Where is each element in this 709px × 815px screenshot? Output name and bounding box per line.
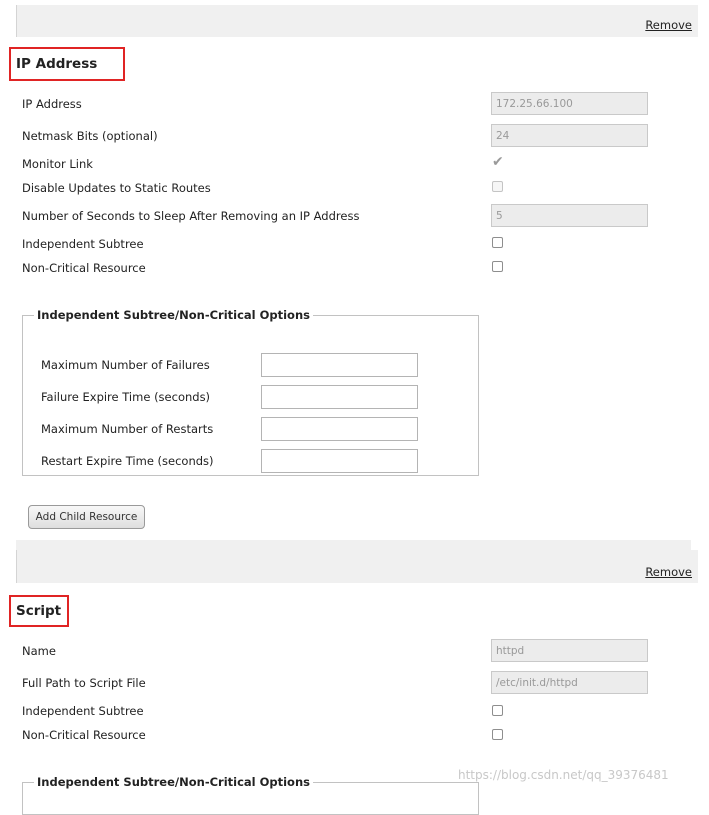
failure-expire-label: Failure Expire Time (seconds) <box>41 390 211 404</box>
script-options-fieldset <box>22 775 479 815</box>
restart-expire-label: Restart Expire Time (seconds) <box>41 454 214 468</box>
disable-updates-checkbox[interactable] <box>492 181 503 192</box>
script-independent-subtree-label: Independent Subtree <box>22 704 144 718</box>
restart-expire-input[interactable] <box>261 449 418 473</box>
script-options-legend: Independent Subtree/Non-Critical Options <box>37 775 310 789</box>
non-critical-label: Non-Critical Resource <box>22 261 146 275</box>
independent-subtree-checkbox[interactable] <box>492 237 503 248</box>
script-name-field[interactable] <box>491 639 648 662</box>
sleep-seconds-field[interactable] <box>491 204 648 227</box>
ip-section-title: IP Address <box>9 47 125 81</box>
add-child-resource-button[interactable]: Add Child Resource <box>28 505 145 529</box>
script-path-field[interactable] <box>491 671 648 694</box>
max-restarts-input[interactable] <box>261 417 418 441</box>
script-resource-header-bar <box>16 550 698 583</box>
ip-options-legend: Independent Subtree/Non-Critical Options <box>37 308 310 322</box>
monitor-link-checkbox[interactable]: ✔ <box>492 154 504 170</box>
failure-expire-input[interactable] <box>261 385 418 409</box>
ip-options-fieldset <box>22 308 479 476</box>
script-independent-subtree-checkbox[interactable] <box>492 705 503 716</box>
max-failures-input[interactable] <box>261 353 418 377</box>
sleep-seconds-label: Number of Seconds to Sleep After Removing an IP Address <box>22 209 360 223</box>
script-remove-link[interactable]: Remove <box>645 565 692 579</box>
ip-address-field[interactable] <box>491 92 648 115</box>
max-restarts-label: Maximum Number of Restarts <box>41 422 214 436</box>
non-critical-checkbox[interactable] <box>492 261 503 272</box>
ip-resource-header-bar <box>16 5 698 37</box>
script-non-critical-checkbox[interactable] <box>492 729 503 740</box>
section-divider <box>16 540 691 550</box>
disable-updates-label: Disable Updates to Static Routes <box>22 181 211 195</box>
watermark: https://blog.csdn.net/qq_39376481 <box>458 768 669 782</box>
netmask-field[interactable] <box>491 124 648 147</box>
script-section-title: Script <box>9 595 69 627</box>
max-failures-label: Maximum Number of Failures <box>41 358 210 372</box>
ip-remove-link[interactable]: Remove <box>645 18 692 32</box>
monitor-link-label: Monitor Link <box>22 157 93 171</box>
ip-address-label: IP Address <box>22 97 82 111</box>
independent-subtree-label: Independent Subtree <box>22 237 144 251</box>
script-non-critical-label: Non-Critical Resource <box>22 728 146 742</box>
script-name-label: Name <box>22 644 56 658</box>
script-path-label: Full Path to Script File <box>22 676 146 690</box>
netmask-label: Netmask Bits (optional) <box>22 129 158 143</box>
